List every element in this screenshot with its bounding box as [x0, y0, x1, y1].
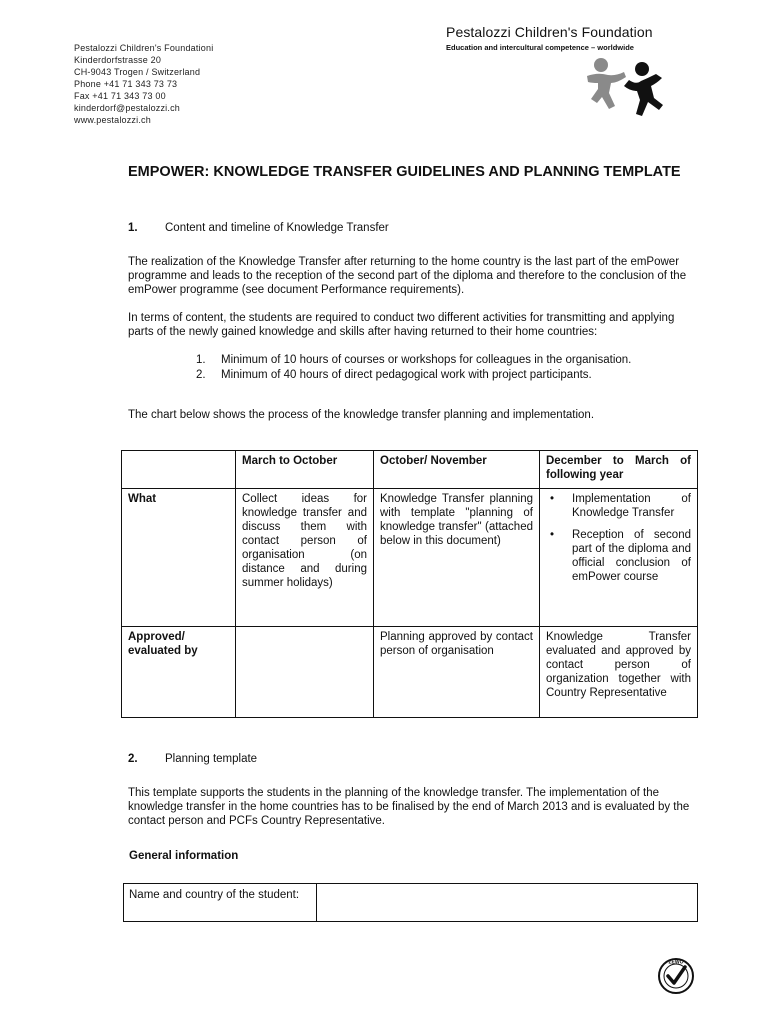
table-cell — [236, 627, 374, 718]
address-line: kinderdorf@pestalozzi.ch — [74, 103, 180, 113]
bullet-list — [546, 492, 691, 584]
table-row — [124, 884, 698, 922]
paragraph-content-requirements: In terms of content, the students are required to conduct two different activities for transmitting and applying parts of the newly gained knowledge and skills after having returned to their home countries: — [128, 312, 675, 338]
address-line: CH-9043 Trogen / Switzerland — [74, 67, 201, 77]
paragraph-chart-intro: The chart below shows the process of the knowledge transfer planning and implementation. — [128, 409, 595, 421]
section-2-heading — [128, 753, 257, 765]
table-cell: Planning approved by contact person of organisation — [374, 627, 540, 718]
table-header-cell: October/ November — [374, 451, 540, 489]
address-line: Fax +41 71 343 73 00 — [74, 91, 166, 101]
brand-header — [446, 24, 653, 52]
process-table — [121, 450, 698, 718]
row-label: Approved/ evaluated by — [122, 627, 236, 718]
row-label: What — [122, 489, 236, 627]
section-title: Content and timeline of Knowledge Transfer — [165, 222, 389, 234]
section-title: Planning template — [165, 753, 258, 765]
document-title: EMPOWER: KNOWLEDGE TRANSFER GUIDELINES AND PLANNING TEMPLATE — [128, 164, 681, 180]
seal-text: ZEWO — [668, 959, 684, 966]
table-cell: Knowledge Transfer evaluated and approved by contact person of organization together with Country Representative — [540, 627, 698, 718]
paragraph-realization: The realization of the Knowledge Transfer after returning to the home country is the last part of the emPower programme and leads to the reception of the second part of the diploma and therefore to the conclusion of the emPower programme (see document Performance requirements). — [128, 256, 687, 296]
table-cell: Knowledge Transfer planning with template "planning of knowledge transfer" (attached below in this document) — [374, 489, 540, 627]
requirements-list — [196, 353, 631, 383]
bullet-item: • Reception of second part of the diploma and official conclusion of emPower course — [546, 528, 691, 584]
table-cell — [540, 489, 698, 627]
general-information-heading: General information — [129, 850, 239, 862]
list-item: 1. Minimum of 10 hours of courses or workshops for colleagues in the organisation. — [196, 354, 632, 366]
table-header-cell — [122, 451, 236, 489]
section-number: 2. — [128, 753, 138, 765]
paragraph-template-purpose: This template supports the students in the planning of the knowledge transfer. The implementation of the knowledge transfer in the home countries has to be finalised by the end of March 2013 and is evaluated by the contact person and PCFs Country Representative. — [128, 787, 690, 827]
brand-tagline: Education and intercultural competence – worldwide — [446, 43, 634, 52]
address-line: Kinderdorfstrasse 20 — [74, 55, 162, 65]
section-1-heading — [128, 222, 389, 234]
table-row — [122, 489, 698, 627]
address-line: Phone +41 71 343 73 73 — [74, 79, 178, 89]
table-header-cell: December to March of following year — [540, 451, 698, 489]
brand-name: Pestalozzi Children's Foundation — [446, 24, 653, 40]
zewo-seal-icon — [657, 957, 695, 1000]
address-line: Pestalozzi Children's Foundationi — [74, 43, 214, 53]
children-figures-logo-icon — [584, 56, 668, 123]
list-item: 2. Minimum of 40 hours of direct pedagogical work with project participants. — [196, 369, 592, 381]
table-cell: Collect ideas for knowledge transfer and discuss them with contact person of organisation (on distance and during summer holidays) — [236, 489, 374, 627]
section-number: 1. — [128, 222, 138, 234]
field-label: Name and country of the student: — [124, 884, 317, 922]
bullet-item: • Implementation of Knowledge Transfer — [546, 492, 691, 520]
sender-address — [74, 42, 213, 126]
general-info-table — [123, 883, 698, 922]
table-row — [122, 627, 698, 718]
table-header-row — [122, 451, 698, 489]
table-header-cell: March to October — [236, 451, 374, 489]
address-line: www.pestalozzi.ch — [74, 115, 151, 125]
student-name-field[interactable] — [317, 884, 698, 922]
